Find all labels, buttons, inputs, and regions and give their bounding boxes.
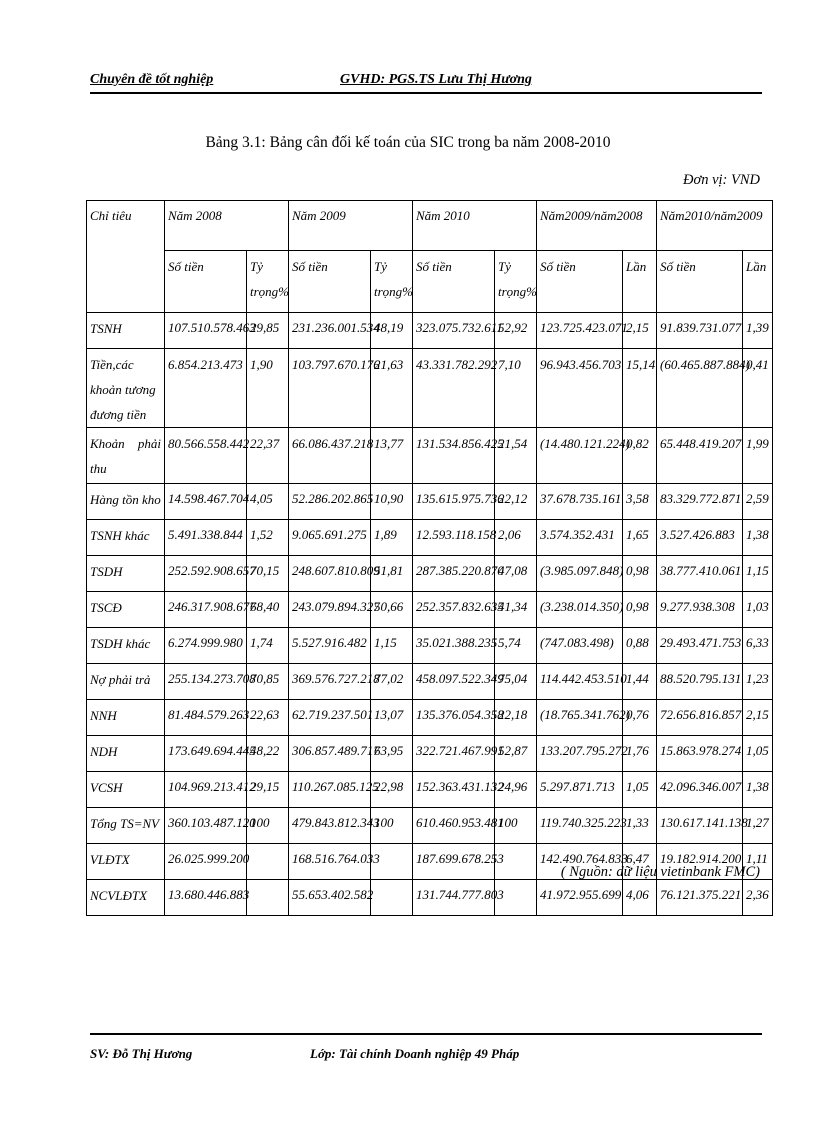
cell-diff2-times: 1,23 [743, 664, 773, 700]
sub-header-ratio: Tỷ trọng% [495, 251, 537, 313]
sub-header-ratio: Tỷ trọng% [247, 251, 289, 313]
cell-diff1-times: 0,76 [623, 700, 657, 736]
table-row [87, 772, 773, 808]
cell-2009-amount: 52.286.202.865 [289, 484, 371, 520]
cell-2009-amount: 55.653.402.582 [289, 880, 371, 916]
cell-2009-amount: 62.719.237.501 [289, 700, 371, 736]
cell-diff2-times: 1,15 [743, 556, 773, 592]
cell-2010-ratio: 41,34 [495, 592, 537, 628]
cell-diff2-amount: 3.527.426.883 [657, 520, 743, 556]
cell-2008-ratio: 100 [247, 808, 289, 844]
cell-2009-ratio: 63,95 [371, 736, 413, 772]
cell-diff1-amount: (18.765.341.762) [537, 700, 623, 736]
cell-2010-ratio: 24,96 [495, 772, 537, 808]
cell-diff1-times: 1,33 [623, 808, 657, 844]
row-label: NDH [87, 736, 165, 772]
cell-diff2-amount: 38.777.410.061 [657, 556, 743, 592]
cell-2009-ratio: 22,98 [371, 772, 413, 808]
cell-diff1-amount: 123.725.423.071 [537, 313, 623, 349]
cell-diff1-times: 15,14 [623, 349, 657, 428]
cell-diff1-times: 1,76 [623, 736, 657, 772]
header-left: Chuyên đề tốt nghiệp [90, 72, 214, 87]
row-label: Khoản phải thu [87, 428, 165, 484]
col-header-2009: Năm 2009 [289, 201, 413, 251]
table-title: Bảng 3.1: Bảng cân đối kế toán của SIC trong ba năm 2008-2010 [205, 134, 611, 151]
cell-2008-amount: 173.649.694.445 [165, 736, 247, 772]
cell-2010-amount: 252.357.832.635 [413, 592, 495, 628]
cell-2008-ratio: 70,85 [247, 664, 289, 700]
row-label: Tổng TS=NV [87, 808, 165, 844]
cell-diff2-times: 2,15 [743, 700, 773, 736]
cell-2009-amount: 369.576.727.218 [289, 664, 371, 700]
cell-diff1-amount: 119.740.325.223 [537, 808, 623, 844]
sub-header-amount: Số tiền [657, 251, 743, 313]
cell-2008-amount: 80.566.558.442 [165, 428, 247, 484]
cell-2009-ratio: 77,02 [371, 664, 413, 700]
row-label: TSDH [87, 556, 165, 592]
cell-diff1-times: 6,47 [623, 844, 657, 880]
cell-2009-amount: 66.086.437.218 [289, 428, 371, 484]
cell-diff2-amount: 42.096.346.007 [657, 772, 743, 808]
cell-2009-amount: 5.527.916.482 [289, 628, 371, 664]
sub-header-ratio: Tỷ trọng% [371, 251, 413, 313]
cell-2009-amount: 306.857.489.717 [289, 736, 371, 772]
cell-diff2-times: 1,27 [743, 808, 773, 844]
cell-diff1-times: 0,98 [623, 556, 657, 592]
cell-2009-amount: 243.079.894.327 [289, 592, 371, 628]
cell-2010-amount: 458.097.522.349 [413, 664, 495, 700]
cell-2010-amount: 43.331.782.292 [413, 349, 495, 428]
cell-2010-ratio: 100 [495, 808, 537, 844]
sub-header-amount: Số tiền [413, 251, 495, 313]
cell-2008-ratio: 22,63 [247, 700, 289, 736]
cell-diff1-times: 0,98 [623, 592, 657, 628]
cell-diff1-amount: 5.297.871.713 [537, 772, 623, 808]
cell-2010-ratio: 2,06 [495, 520, 537, 556]
row-label: TSNH [87, 313, 165, 349]
cell-2008-ratio: 1,74 [247, 628, 289, 664]
cell-2010-amount: 322.721.467.991 [413, 736, 495, 772]
sub-header-times: Lần [743, 251, 773, 313]
cell-2010-amount: 152.363.431.132 [413, 772, 495, 808]
footer-right: Lớp: Tài chính Doanh nghiệp 49 Pháp [310, 1046, 520, 1061]
cell-2010-amount: 135.615.975.736 [413, 484, 495, 520]
cell-2009-amount: 248.607.810.809 [289, 556, 371, 592]
cell-2008-ratio: 29,85 [247, 313, 289, 349]
cell-diff1-amount: 133.207.795.272 [537, 736, 623, 772]
cell-2009-ratio: 1,89 [371, 520, 413, 556]
table-row [87, 880, 773, 916]
cell-2008-ratio: 29,15 [247, 772, 289, 808]
cell-2009-ratio: 100 [371, 808, 413, 844]
cell-2008-ratio: 70,15 [247, 556, 289, 592]
table-row [87, 428, 773, 484]
unit-label: Đơn vị: VND [682, 172, 760, 188]
cell-diff2-times: 1,38 [743, 520, 773, 556]
cell-diff1-amount: (747.083.498) [537, 628, 623, 664]
table-row [87, 664, 773, 700]
table-row [87, 736, 773, 772]
cell-2008-amount: 252.592.908.657 [165, 556, 247, 592]
cell-diff2-amount: 9.277.938.308 [657, 592, 743, 628]
col-header-2008: Năm 2008 [165, 201, 289, 251]
cell-2009-amount: 479.843.812.343 [289, 808, 371, 844]
cell-2009-ratio: 13,77 [371, 428, 413, 484]
cell-2009-amount: 103.797.670.176 [289, 349, 371, 428]
col-header-label: Chỉ tiêu [87, 201, 165, 313]
cell-2010-ratio: 22,18 [495, 700, 537, 736]
cell-2008-ratio: 68,40 [247, 592, 289, 628]
cell-2009-amount: 9.065.691.275 [289, 520, 371, 556]
table-row [87, 349, 773, 428]
header-rule [90, 92, 762, 94]
cell-2009-ratio: 50,66 [371, 592, 413, 628]
table-row [87, 592, 773, 628]
cell-2010-ratio: 21,54 [495, 428, 537, 484]
cell-2008-ratio: 22,37 [247, 428, 289, 484]
row-label: Tiền,các khoản tương đương tiền [87, 349, 165, 428]
cell-2010-amount: 135.376.054.358 [413, 700, 495, 736]
cell-diff1-amount: 41.972.955.699 [537, 880, 623, 916]
cell-2008-amount: 246.317.908.677 [165, 592, 247, 628]
cell-diff1-times: 2,15 [623, 313, 657, 349]
cell-2008-amount: 5.491.338.844 [165, 520, 247, 556]
cell-diff1-times: 0,88 [623, 628, 657, 664]
table-row [87, 520, 773, 556]
cell-diff2-amount: (60.465.887.884) [657, 349, 743, 428]
cell-2008-amount: 104.969.213.412 [165, 772, 247, 808]
cell-diff2-times: 6,33 [743, 628, 773, 664]
sub-header-amount: Số tiền [537, 251, 623, 313]
cell-diff2-times: 2,59 [743, 484, 773, 520]
col-header-2010: Năm 2010 [413, 201, 537, 251]
header-row-years [87, 201, 773, 251]
cell-2008-ratio: 4,05 [247, 484, 289, 520]
cell-2010-ratio: 75,04 [495, 664, 537, 700]
cell-2008-amount: 360.103.487.120 [165, 808, 247, 844]
cell-diff2-amount: 72.656.816.857 [657, 700, 743, 736]
cell-2008-ratio [247, 844, 289, 880]
footer-left: SV: Đỗ Thị Hương [90, 1046, 193, 1061]
cell-diff2-amount: 15.863.978.274 [657, 736, 743, 772]
header-right: GVHD: PGS.TS Lưu Thị Hương [340, 72, 532, 87]
row-label: TSDH khác [87, 628, 165, 664]
cell-2008-amount: 81.484.579.263 [165, 700, 247, 736]
cell-2010-ratio: 5,74 [495, 628, 537, 664]
table-row [87, 556, 773, 592]
cell-diff2-amount: 83.329.772.871 [657, 484, 743, 520]
cell-2008-amount: 6.854.213.473 [165, 349, 247, 428]
cell-2008-amount: 14.598.467.704 [165, 484, 247, 520]
table-row [87, 313, 773, 349]
cell-diff2-times: 2,36 [743, 880, 773, 916]
row-label: Nợ phải trả [87, 664, 165, 700]
table-row [87, 628, 773, 664]
cell-diff1-times: 1,05 [623, 772, 657, 808]
sub-header-amount: Số tiền [289, 251, 371, 313]
cell-diff2-amount: 88.520.795.131 [657, 664, 743, 700]
cell-2010-ratio: 47,08 [495, 556, 537, 592]
cell-diff2-amount: 130.617.141.138 [657, 808, 743, 844]
row-label: TSNH khác [87, 520, 165, 556]
table-row [87, 808, 773, 844]
cell-diff1-times: 4,06 [623, 880, 657, 916]
header-row-sub [87, 251, 773, 313]
cell-diff1-amount: 96.943.456.703 [537, 349, 623, 428]
cell-2008-ratio: 48,22 [247, 736, 289, 772]
cell-diff2-amount: 76.121.375.221 [657, 880, 743, 916]
cell-diff2-amount: 65.448.419.207 [657, 428, 743, 484]
table-row [87, 484, 773, 520]
cell-2008-amount: 26.025.999.200 [165, 844, 247, 880]
cell-2009-ratio: 48,19 [371, 313, 413, 349]
cell-2010-amount: 323.075.732.611 [413, 313, 495, 349]
sub-header-times: Lần [623, 251, 657, 313]
cell-diff2-times: 1,11 [743, 844, 773, 880]
cell-2008-amount: 13.680.446.883 [165, 880, 247, 916]
cell-2008-ratio [247, 880, 289, 916]
cell-2008-amount: 6.274.999.980 [165, 628, 247, 664]
cell-diff1-times: 1,44 [623, 664, 657, 700]
row-label: TSCĐ [87, 592, 165, 628]
row-label: Hàng tồn kho [87, 484, 165, 520]
cell-diff2-times: 1,39 [743, 313, 773, 349]
cell-2010-ratio: 7,10 [495, 349, 537, 428]
row-label: NNH [87, 700, 165, 736]
cell-2010-amount: 187.699.678.253 [413, 844, 495, 880]
row-label: NCVLĐTX [87, 880, 165, 916]
cell-diff1-times: 1,65 [623, 520, 657, 556]
cell-diff2-times: 1,05 [743, 736, 773, 772]
cell-2010-ratio: 22,12 [495, 484, 537, 520]
cell-2010-amount: 12.593.118.158 [413, 520, 495, 556]
cell-2008-amount: 255.134.273.708 [165, 664, 247, 700]
sub-header-amount: Số tiền [165, 251, 247, 313]
cell-2010-ratio: 52,87 [495, 736, 537, 772]
row-label: VLĐTX [87, 844, 165, 880]
cell-diff2-times: 1,03 [743, 592, 773, 628]
footer-rule [90, 1033, 762, 1035]
cell-diff1-amount: 37.678.735.161 [537, 484, 623, 520]
cell-2009-ratio: 51,81 [371, 556, 413, 592]
cell-2009-amount: 110.267.085.125 [289, 772, 371, 808]
cell-2008-ratio: 1,52 [247, 520, 289, 556]
balance-sheet-table [86, 200, 773, 916]
col-header-2009-vs-2008: Năm2009/năm2008 [537, 201, 657, 251]
table-row [87, 700, 773, 736]
cell-diff1-times: 0,82 [623, 428, 657, 484]
cell-2009-ratio: 21,63 [371, 349, 413, 428]
col-header-2010-vs-2009: Năm2010/năm2009 [657, 201, 773, 251]
cell-2010-ratio: 52,92 [495, 313, 537, 349]
cell-2010-amount: 35.021.388.235 [413, 628, 495, 664]
cell-2010-amount: 287.385.220.870 [413, 556, 495, 592]
cell-diff1-amount: 114.442.453.510 [537, 664, 623, 700]
cell-diff2-times: 1,38 [743, 772, 773, 808]
cell-diff1-amount: (3.985.097.848) [537, 556, 623, 592]
cell-2008-amount: 107.510.578.463 [165, 313, 247, 349]
cell-2010-amount: 131.744.777.803 [413, 880, 495, 916]
cell-2009-amount: 168.516.764.033 [289, 844, 371, 880]
cell-2010-amount: 131.534.856.425 [413, 428, 495, 484]
cell-diff1-amount: (3.238.014.350) [537, 592, 623, 628]
cell-2009-ratio: 13,07 [371, 700, 413, 736]
cell-2009-amount: 231.236.001.534 [289, 313, 371, 349]
cell-2008-ratio: 1,90 [247, 349, 289, 428]
cell-diff2-times: 1,99 [743, 428, 773, 484]
cell-2009-ratio [371, 880, 413, 916]
cell-diff1-amount: 142.490.764.833 [537, 844, 623, 880]
source-note: ( Nguồn: dữ liệu vietinbank FMC) [560, 864, 760, 880]
cell-diff2-amount: 91.839.731.077 [657, 313, 743, 349]
cell-2009-ratio: 10,90 [371, 484, 413, 520]
cell-diff2-times: 0,41 [743, 349, 773, 428]
cell-2009-ratio: 1,15 [371, 628, 413, 664]
cell-2010-amount: 610.460.953.481 [413, 808, 495, 844]
cell-diff2-amount: 29.493.471.753 [657, 628, 743, 664]
cell-diff2-amount: 19.182.914.200 [657, 844, 743, 880]
row-label: VCSH [87, 772, 165, 808]
cell-diff1-times: 3,58 [623, 484, 657, 520]
cell-diff1-amount: (14.480.121.224) [537, 428, 623, 484]
cell-diff1-amount: 3.574.352.431 [537, 520, 623, 556]
